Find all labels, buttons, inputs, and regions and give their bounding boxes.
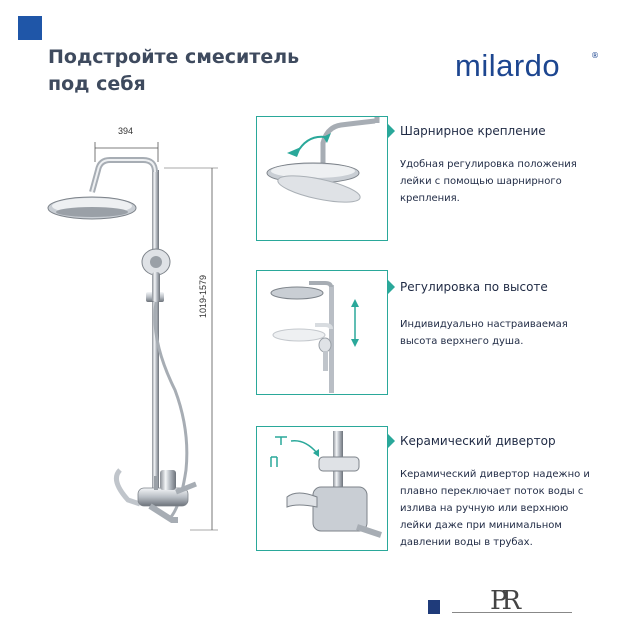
height-adjustment-illustration: [257, 271, 389, 396]
feature-body-swivel: [400, 156, 577, 207]
swivel-mount-illustration: [257, 117, 389, 242]
feature-body-line: Керамический дивертор надежно и: [400, 469, 590, 480]
feature-panel-diverter: [256, 426, 388, 551]
feature-body-height: [400, 316, 568, 350]
height-dimension-label: 1019-1579: [198, 274, 208, 318]
width-dimension-label: 394: [118, 126, 134, 136]
brand-registered-mark: ®: [591, 51, 599, 60]
feature-body-line: плавно переключает поток воды с: [400, 486, 584, 497]
feature-title-swivel: Шарнирное крепление: [400, 124, 546, 138]
feature-pointer-2: [388, 280, 395, 294]
feature-body-line: высота верхнего душа.: [400, 336, 524, 347]
feature-panel-swivel: [256, 116, 388, 241]
feature-pointer-3: [388, 434, 395, 448]
feature-body-line: давлении воды в трубах.: [400, 537, 533, 548]
feature-panel-height: [256, 270, 388, 395]
feature-body-diverter: [400, 466, 590, 551]
footer-logo: PR: [490, 586, 516, 616]
footer-square: [428, 600, 440, 614]
feature-body-line: лейки даже при минимальном: [400, 520, 562, 531]
feature-title-height: Регулировка по высоте: [400, 280, 548, 294]
page-title-line-1: Подстройте смеситель: [48, 46, 300, 68]
brand-logo: milardo: [455, 48, 561, 83]
feature-body-line: Удобная регулировка положения: [400, 159, 577, 170]
feature-body-line: крепления.: [400, 193, 460, 204]
feature-body-line: Индивидуально настраиваемая: [400, 319, 568, 330]
shower-system-illustration: [0, 0, 250, 600]
feature-title-diverter: Керамический дивертор: [400, 434, 556, 448]
feature-body-line: излива на ручную или верхнюю: [400, 503, 569, 514]
feature-pointer-1: [388, 124, 395, 138]
page-title-line-2: под себя: [48, 73, 146, 95]
feature-body-line: лейки с помощью шарнирного: [400, 176, 562, 187]
ceramic-diverter-illustration: [257, 427, 389, 552]
